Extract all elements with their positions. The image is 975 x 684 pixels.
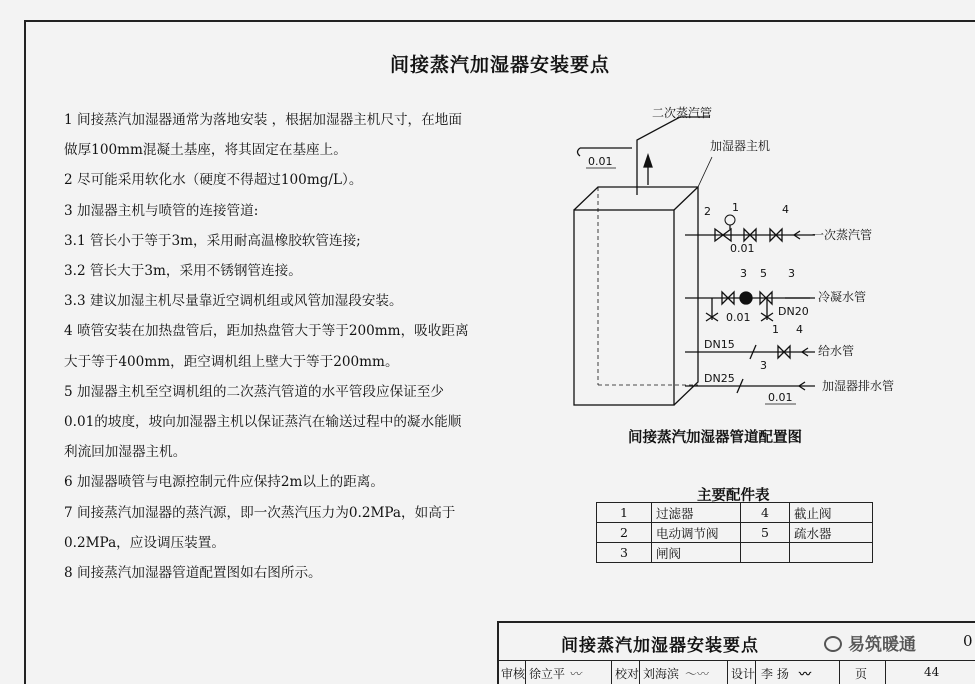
marker: 4	[782, 203, 789, 216]
marker: 1	[772, 323, 779, 336]
table-cell: 3	[597, 543, 652, 563]
host-label: 加湿器主机	[710, 139, 771, 153]
table-cell	[790, 543, 873, 563]
secondary-steam-label: 二次蒸汽管	[652, 106, 713, 120]
diagram-caption: 间接蒸汽加湿器管道配置图	[628, 430, 802, 446]
note-item: 4 喷管安装在加热盘管后，距加热盘管大于等于200mm，吸收距离大于等于400mm，距空调机组上壁大于等于200mm。	[64, 323, 469, 370]
table-cell: 5	[741, 523, 790, 543]
drain-label: 加湿器排水管	[822, 379, 895, 393]
table-cell: 截止阀	[790, 503, 873, 523]
note-item: 2 尽可能采用软化水（硬度不得超过100mg/L）。	[64, 172, 363, 189]
note-item: 3 加湿器主机与喷管的连接管道:	[64, 202, 259, 219]
title-block	[497, 621, 975, 684]
slope-label: 0.01	[730, 242, 755, 255]
checker-name: 刘海滨	[643, 667, 680, 681]
note-item: 3.1 管长小于等于3m，采用耐高温橡胶软管连接;	[64, 232, 361, 249]
title-block-title: 间接蒸汽加湿器安装要点	[561, 636, 759, 656]
watermark	[824, 630, 916, 655]
page-title: 间接蒸汽加湿器安装要点	[390, 54, 611, 76]
slope-label: 0.01	[726, 311, 751, 324]
designer-signature: 〰	[799, 667, 812, 681]
dn15-label: DN15	[704, 338, 735, 351]
marker: 3	[760, 359, 767, 372]
checker-signature: 〜〰	[685, 667, 710, 681]
parts-table	[596, 502, 873, 563]
design-label: 设计	[731, 667, 756, 681]
marker: 3	[788, 267, 795, 280]
table-row	[597, 543, 873, 563]
table-row	[597, 503, 873, 523]
table-cell	[741, 543, 790, 563]
marker: 1	[732, 201, 739, 214]
designer-name: 李 扬	[761, 667, 789, 681]
primary-steam-label: 一次蒸汽管	[812, 228, 873, 242]
watermark-text: 易筑暖通	[848, 635, 916, 655]
reviewer-signature: 〰	[569, 667, 582, 681]
wechat-icon	[824, 636, 842, 652]
table-cell: 电动调节阀	[652, 523, 741, 543]
note-item: 8 间接蒸汽加湿器管道配置图如右图所示。	[64, 565, 322, 582]
condensate-label: 冷凝水管	[818, 290, 867, 304]
note-item: 5 加湿器主机至空调机组的二次蒸汽管道的水平管段应保证至少0.01的坡度，坡向加湿器主机以保证蒸汽在输送过程中的凝水能顺利流回加湿器主机。	[64, 383, 462, 461]
marker: 5	[760, 267, 767, 280]
review-label: 审核	[501, 667, 526, 681]
dn25-label: DN25	[704, 372, 735, 385]
piping-diagram	[560, 95, 920, 415]
reviewer-name: 徐立平	[529, 667, 566, 681]
dn20-label: DN20	[778, 305, 809, 318]
table-cell: 2	[597, 523, 652, 543]
supply-label: 给水管	[818, 344, 855, 358]
note-item: 3.2 管长大于3m，采用不锈钢管连接。	[64, 263, 302, 280]
primary-steam-pipe	[685, 215, 815, 241]
table-cell: 过滤器	[652, 503, 741, 523]
title-block-header	[499, 623, 975, 661]
parts-table-title: 主要配件表	[697, 488, 770, 504]
marker: 3	[740, 267, 747, 280]
note-item: 7 间接蒸汽加湿器的蒸汽源，即一次蒸汽压力为0.2MPa，如高于0.2MPa，应设调压装置。	[64, 504, 456, 551]
slope-label: 0.01	[768, 391, 793, 404]
notes-list	[64, 105, 474, 588]
table-cell: 4	[741, 503, 790, 523]
table-cell: 疏水器	[790, 523, 873, 543]
marker: 4	[796, 323, 803, 336]
page-label: 页	[855, 667, 868, 681]
check-label: 校对	[615, 667, 640, 681]
note-item: 6 加湿器喷管与电源控制元件应保持2m以上的距离。	[64, 474, 384, 491]
note-item: 3.3 建议加湿主机尽量靠近空调机组或风管加湿段安装。	[64, 293, 403, 310]
table-row	[597, 523, 873, 543]
humidifier-host-box	[574, 187, 698, 405]
table-cell: 1	[597, 503, 652, 523]
marker: 2	[704, 205, 711, 218]
drawing-number-tail: 0	[963, 632, 973, 650]
slope-label: 0.01	[588, 155, 613, 168]
table-cell: 闸阀	[652, 543, 741, 563]
signature-row	[499, 661, 975, 684]
page-number: 44	[924, 665, 940, 679]
note-item: 1 间接蒸汽加湿器通常为落地安装 ，根据加湿器主机尺寸，在地面做厚100mm混凝土基座，将其固定在基座上。	[64, 112, 462, 159]
